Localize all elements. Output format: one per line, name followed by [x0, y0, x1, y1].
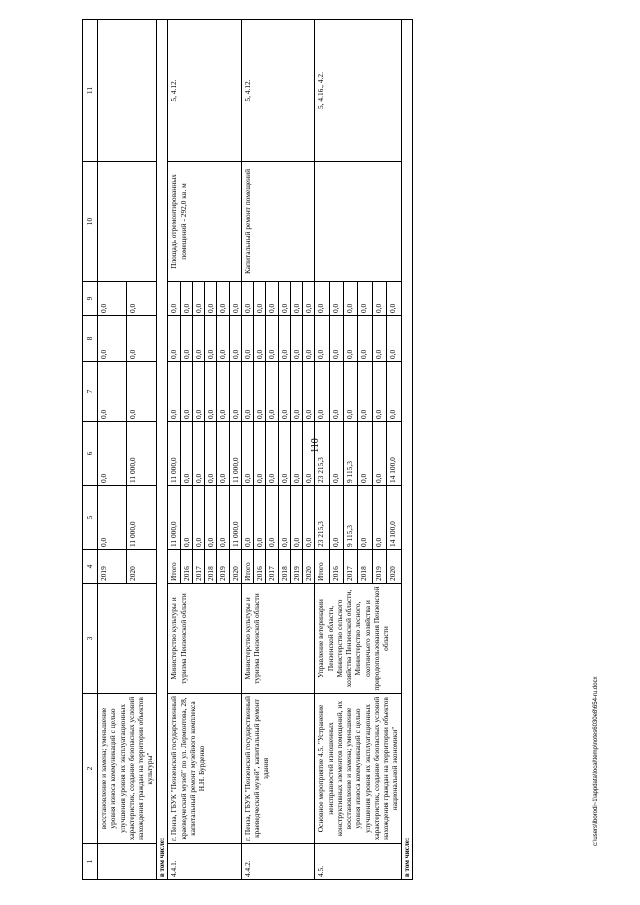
table-row — [241, 20, 253, 880]
value-cell: 0,0 — [303, 316, 315, 362]
value-cell: 2019 — [98, 550, 127, 584]
section-label-row — [401, 20, 413, 880]
value-cell: 2018 — [205, 550, 217, 584]
value-cell: 0,0 — [372, 282, 386, 316]
value-cell: 0,0 — [329, 486, 343, 550]
table-body — [98, 20, 413, 880]
value-cell: 0,0 — [303, 362, 315, 422]
section-label: в том числе: — [401, 20, 413, 880]
value-cell: 0,0 — [315, 282, 329, 316]
result-cell: Площадь отремонтированных помещений - 292,0 кв. м — [168, 162, 242, 282]
value-cell: 0,0 — [98, 422, 127, 486]
value-cell: 0,0 — [315, 362, 329, 422]
value-cell: 2017 — [266, 550, 278, 584]
value-cell: 0,0 — [278, 422, 290, 486]
rotated-table-container — [82, 20, 562, 880]
item-description: г. Пенза, ГБУК "Пензенский государственный краеведческий музей", капитальный ремонт здания — [241, 694, 315, 844]
value-cell: 11 000,0 — [127, 486, 156, 550]
value-cell: 0,0 — [217, 362, 229, 422]
value-cell: 2016 — [329, 550, 343, 584]
value-cell: 0,0 — [290, 282, 302, 316]
item-description: восстановление и замена; уменьшение уровня износа коммуникаций с целью улучшения уровня их эксплуатационных характеристик, создание безопасных условий нахождения граждан на территории объектов культуры" — [98, 694, 157, 844]
value-cell: 0,0 — [254, 486, 266, 550]
value-cell: 0,0 — [254, 316, 266, 362]
value-cell: 0,0 — [205, 316, 217, 362]
value-cell: 2020 — [387, 550, 401, 584]
code-cell: 5, 4.12. — [241, 20, 315, 162]
value-cell: 2020 — [127, 550, 156, 584]
value-cell: 0,0 — [344, 316, 358, 362]
col-num: 1 — [83, 844, 98, 880]
budget-table — [82, 19, 413, 880]
col-num: 10 — [83, 162, 98, 282]
value-cell: 0,0 — [241, 282, 253, 316]
section-label-row — [156, 20, 168, 880]
col-num: 3 — [83, 584, 98, 694]
value-cell: 0,0 — [229, 282, 241, 316]
value-cell: 0,0 — [98, 486, 127, 550]
value-cell: 0,0 — [358, 486, 372, 550]
col-num: 4 — [83, 550, 98, 584]
value-cell: 0,0 — [266, 316, 278, 362]
value-cell: 0,0 — [344, 282, 358, 316]
code-cell — [98, 20, 157, 162]
value-cell: 0,0 — [217, 422, 229, 486]
value-cell: 0,0 — [241, 422, 253, 486]
value-cell: 0,0 — [192, 362, 204, 422]
section-label: в том числе: — [156, 20, 168, 880]
value-cell: 2020 — [229, 550, 241, 584]
value-cell: 11 000,0 — [229, 422, 241, 486]
value-cell: 0,0 — [372, 422, 386, 486]
value-cell: 0,0 — [180, 282, 192, 316]
value-cell: 0,0 — [290, 316, 302, 362]
value-cell: 0,0 — [192, 316, 204, 362]
value-cell: 2016 — [180, 550, 192, 584]
executor-cell — [98, 584, 157, 694]
value-cell: 23 215,3 — [315, 422, 329, 486]
value-cell: 14 100,0 — [387, 422, 401, 486]
value-cell: 11 000,0 — [127, 422, 156, 486]
value-cell: 0,0 — [127, 316, 156, 362]
item-number: 4.5. — [315, 844, 401, 880]
value-cell: 0,0 — [217, 316, 229, 362]
result-cell — [315, 162, 401, 282]
value-cell: 0,0 — [303, 486, 315, 550]
value-cell: 2019 — [217, 550, 229, 584]
value-cell: 0,0 — [358, 422, 372, 486]
value-cell: 9 115,3 — [344, 422, 358, 486]
result-cell: Капитальный ремонт помещений — [241, 162, 315, 282]
value-cell: 0,0 — [180, 422, 192, 486]
value-cell: 11 000,0 — [168, 486, 180, 550]
value-cell: 0,0 — [168, 362, 180, 422]
value-cell: 0,0 — [205, 362, 217, 422]
value-cell: 0,0 — [266, 422, 278, 486]
executor-cell: Министерство культуры и туризма Пензенской области — [168, 584, 242, 694]
value-cell: 0,0 — [168, 316, 180, 362]
value-cell: 0,0 — [290, 486, 302, 550]
value-cell: 0,0 — [266, 282, 278, 316]
value-cell: 14 100,0 — [387, 486, 401, 550]
table-row — [98, 20, 127, 880]
value-cell: 11 000,0 — [168, 422, 180, 486]
value-cell: 0,0 — [358, 362, 372, 422]
col-num: 5 — [83, 486, 98, 550]
value-cell: 0,0 — [315, 316, 329, 362]
executor-cell: Управление ветеринарии Пензенской области, Министерство сельского хозяйства Пензенской области, Министерство лесного, охотничьего хозяйства и природопользования Пензенской области — [315, 584, 401, 694]
col-num: 11 — [83, 20, 98, 162]
value-cell: 0,0 — [387, 282, 401, 316]
value-cell: 0,0 — [127, 362, 156, 422]
value-cell: 0,0 — [192, 282, 204, 316]
value-cell: 2017 — [344, 550, 358, 584]
value-cell: 0,0 — [303, 422, 315, 486]
value-cell: 0,0 — [241, 486, 253, 550]
value-cell: 0,0 — [290, 362, 302, 422]
value-cell: 11 000,0 — [229, 486, 241, 550]
value-cell: 0,0 — [278, 486, 290, 550]
value-cell: 0,0 — [229, 362, 241, 422]
column-number-row — [83, 20, 98, 880]
value-cell: 0,0 — [205, 486, 217, 550]
value-cell: 0,0 — [278, 362, 290, 422]
code-cell: 5, 4.16., 4.2. — [315, 20, 401, 162]
value-cell: 0,0 — [205, 282, 217, 316]
value-cell: 2016 — [254, 550, 266, 584]
item-description: Основное мероприятие 4.5. "Устранение неисправностей изношенных конструктивных элементов помещений, их восстановление и замена; уменьшение уровня износа коммуникаций с целью улучшения уровня их эксплуатационных характеристик, создание безопасных условий нахождения граждан на территории объектов национальной экономики" — [315, 694, 401, 844]
value-cell: 0,0 — [192, 422, 204, 486]
value-cell: 0,0 — [98, 316, 127, 362]
value-cell: 0,0 — [372, 316, 386, 362]
executor-cell: Министерство культуры и туризма Пензенской области — [241, 584, 315, 694]
value-cell: 0,0 — [254, 422, 266, 486]
value-cell: 0,0 — [278, 282, 290, 316]
value-cell: 0,0 — [387, 362, 401, 422]
value-cell: 0,0 — [180, 486, 192, 550]
value-cell: 0,0 — [290, 422, 302, 486]
value-cell: 0,0 — [192, 486, 204, 550]
value-cell: 0,0 — [358, 316, 372, 362]
value-cell: 2018 — [358, 550, 372, 584]
value-cell: 0,0 — [229, 316, 241, 362]
table-row — [168, 20, 180, 880]
item-number: 4.4.1. — [168, 844, 242, 880]
value-cell: 23 215,3 — [315, 486, 329, 550]
value-cell: 0,0 — [241, 316, 253, 362]
col-num: 6 — [83, 422, 98, 486]
value-cell: 2020 — [303, 550, 315, 584]
value-cell: 2019 — [372, 550, 386, 584]
value-cell: 0,0 — [180, 316, 192, 362]
value-cell: 0,0 — [278, 316, 290, 362]
value-cell: 2017 — [192, 550, 204, 584]
value-cell: 0,0 — [254, 282, 266, 316]
value-cell: 0,0 — [329, 362, 343, 422]
value-cell: 9 115,3 — [344, 486, 358, 550]
value-cell: Итого — [241, 550, 253, 584]
footer-file-path: c:\users\lborodi~1\appdata\local\temp\notes6030e8\654-ru.docx — [593, 676, 599, 846]
value-cell: Итого — [168, 550, 180, 584]
value-cell: 0,0 — [217, 282, 229, 316]
value-cell: 2018 — [278, 550, 290, 584]
value-cell: 0,0 — [329, 316, 343, 362]
value-cell: 0,0 — [387, 316, 401, 362]
value-cell: 0,0 — [98, 362, 127, 422]
value-cell: 0,0 — [266, 362, 278, 422]
value-cell: 0,0 — [98, 282, 127, 316]
value-cell: 0,0 — [254, 362, 266, 422]
col-num: 7 — [83, 362, 98, 422]
value-cell: 0,0 — [241, 362, 253, 422]
value-cell: 0,0 — [180, 362, 192, 422]
value-cell: 0,0 — [168, 282, 180, 316]
value-cell: 0,0 — [329, 422, 343, 486]
value-cell: Итого — [315, 550, 329, 584]
value-cell: 0,0 — [372, 486, 386, 550]
col-num: 9 — [83, 282, 98, 316]
value-cell: 0,0 — [344, 362, 358, 422]
item-number: 4.4.2. — [241, 844, 315, 880]
value-cell: 2019 — [290, 550, 302, 584]
value-cell: 0,0 — [205, 422, 217, 486]
result-cell — [98, 162, 157, 282]
value-cell: 0,0 — [303, 282, 315, 316]
table-row — [315, 20, 329, 880]
value-cell: 0,0 — [127, 282, 156, 316]
item-description: г. Пенза, ГБУК "Пензенский государственный краеведческий музей" по ул. Лермонтова, 28, капитальный ремонт музейного комплекса Н.Н. Бурденко — [168, 694, 242, 844]
col-num: 8 — [83, 316, 98, 362]
col-num: 2 — [83, 694, 98, 844]
item-number-cell — [98, 844, 157, 880]
page-number: 110 — [309, 438, 321, 453]
value-cell: 0,0 — [372, 362, 386, 422]
value-cell: 0,0 — [358, 282, 372, 316]
value-cell: 0,0 — [266, 486, 278, 550]
code-cell: 5, 4.12. — [168, 20, 242, 162]
value-cell: 0,0 — [217, 486, 229, 550]
value-cell: 0,0 — [329, 282, 343, 316]
